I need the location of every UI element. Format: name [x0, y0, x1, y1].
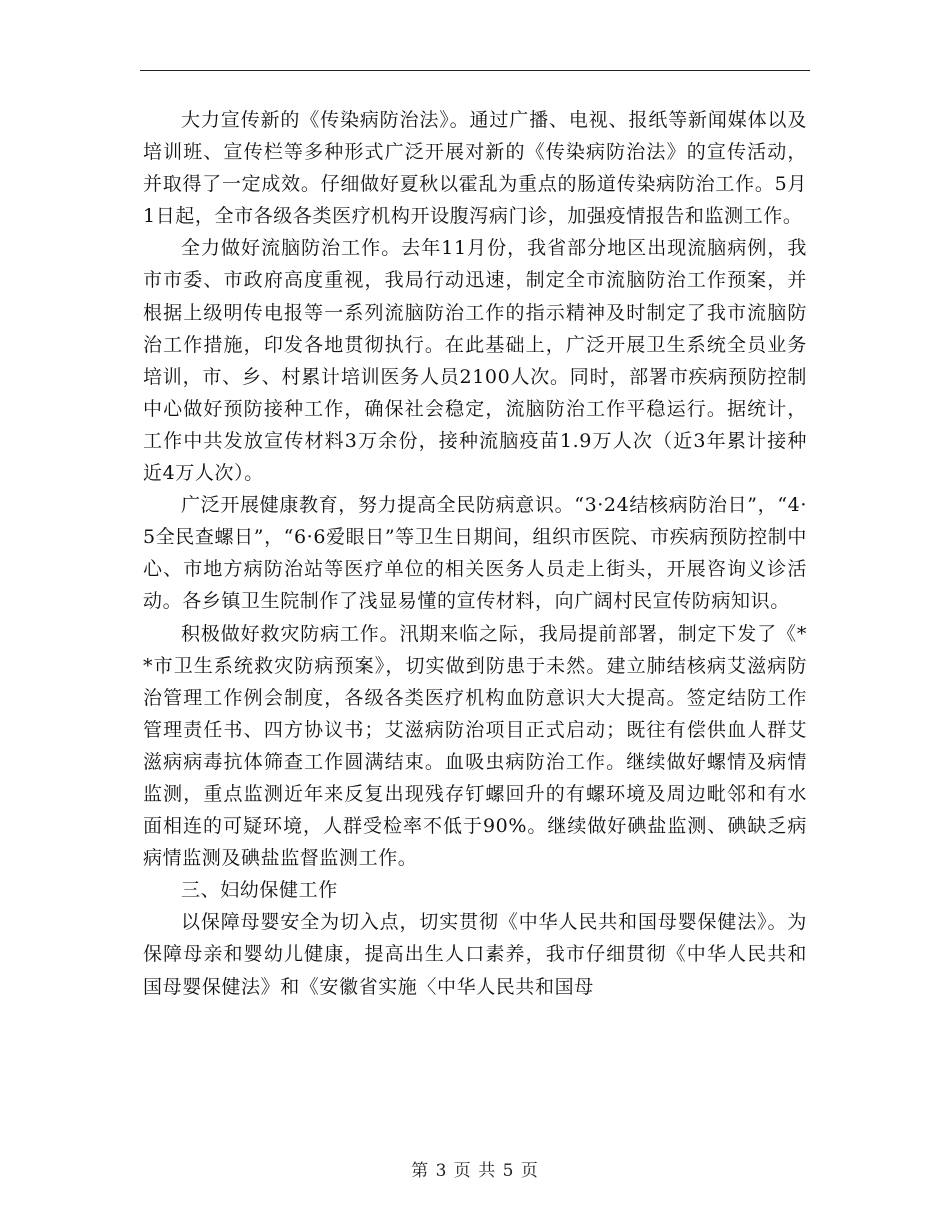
section-heading-maternal-child-health: 三、妇幼保健工作 [181, 879, 338, 902]
paragraph-maternal-infant-law: 以保障母婴安全为切入点，切实贯彻《中华人民共和国母婴保健法》。为保障母亲和婴幼儿健康，提高出生人口素养，我市仔细贯彻《中华人民共和国母婴保健法》和《安徽省实施〈中华人民共和国母 [143, 911, 807, 998]
paragraph-infectious-disease-law: 大力宣传新的《传染病防治法》。通过广播、电视、报纸等新闻媒体以及培训班、宣传栏等多种形式广泛开展对新的《传染病防治法》的宣传活动，并取得了一定成效。仔细做好夏秋以霍乱为重点的肠道传染病防治工作。5月1日起，全市各级各类医疗机构开设腹泻病门诊，加强疫情报告和监测工作。 [143, 109, 807, 228]
paragraph-health-education: 广泛开展健康教育，努力提高全民防病意识。“3·24结核病防治日”，“4·5全民查螺日”，“6·6爱眼日”等卫生日期间，组织市医院、市疾病预防控制中心、市地方病防治站等医疗单位的相关医务人员走上街头，开展咨询义诊活动。各乡镇卫生院制作了浅显易懂的宣传材料，向广阔村民宣传防病知识。 [143, 494, 807, 613]
paragraph-meningitis-prevention: 全力做好流脑防治工作。去年11月份，我省部分地区出现流脑病例，我市市委、市政府高度重视，我局行动迅速，制定全市流脑防治工作预案，并根据上级明传电报等一系列流脑防治工作的指示精神及时制定了我市流脑防治工作措施，印发各地贯彻执行。在此基础上，广泛开展卫生系统全员业务培训，市、乡、村累计培训医务人员2100人次。同时，部署市疾病预防控制中心做好预防接种工作，确保社会稳定，流脑防治工作平稳运行。据统计，工作中共发放宣传材料3万余份，接种流脑疫苗1.9万人次（近3年累计接种近4万人次）。 [143, 237, 807, 485]
header-rule [140, 70, 810, 71]
page-footer: 第 3 页 共 5 页 [411, 1161, 539, 1181]
paragraph-disaster-relief: 积极做好救灾防病工作。汛期来临之际，我局提前部署，制定下发了《**市卫生系统救灾防病预案》，切实做到防患于未然。建立肺结核病艾滋病防治管理工作例会制度，各级各类医疗机构血防意识大大提高。签定结防工作管理责任书、四方协议书；艾滋病防治项目正式启动；既往有偿供血人群艾滋病病毒抗体筛查工作圆满结束。血吸虫病防治工作。继续做好螺情及病情监测，重点监测近年来反复出现残存钉螺回升的有螺环境及周边毗邻和有水面相连的可疑环境，人群受检率不低于90%。继续做好碘盐监测、碘缺乏病病情监测及碘盐监督监测工作。 [143, 622, 807, 870]
document-body [143, 104, 807, 1003]
